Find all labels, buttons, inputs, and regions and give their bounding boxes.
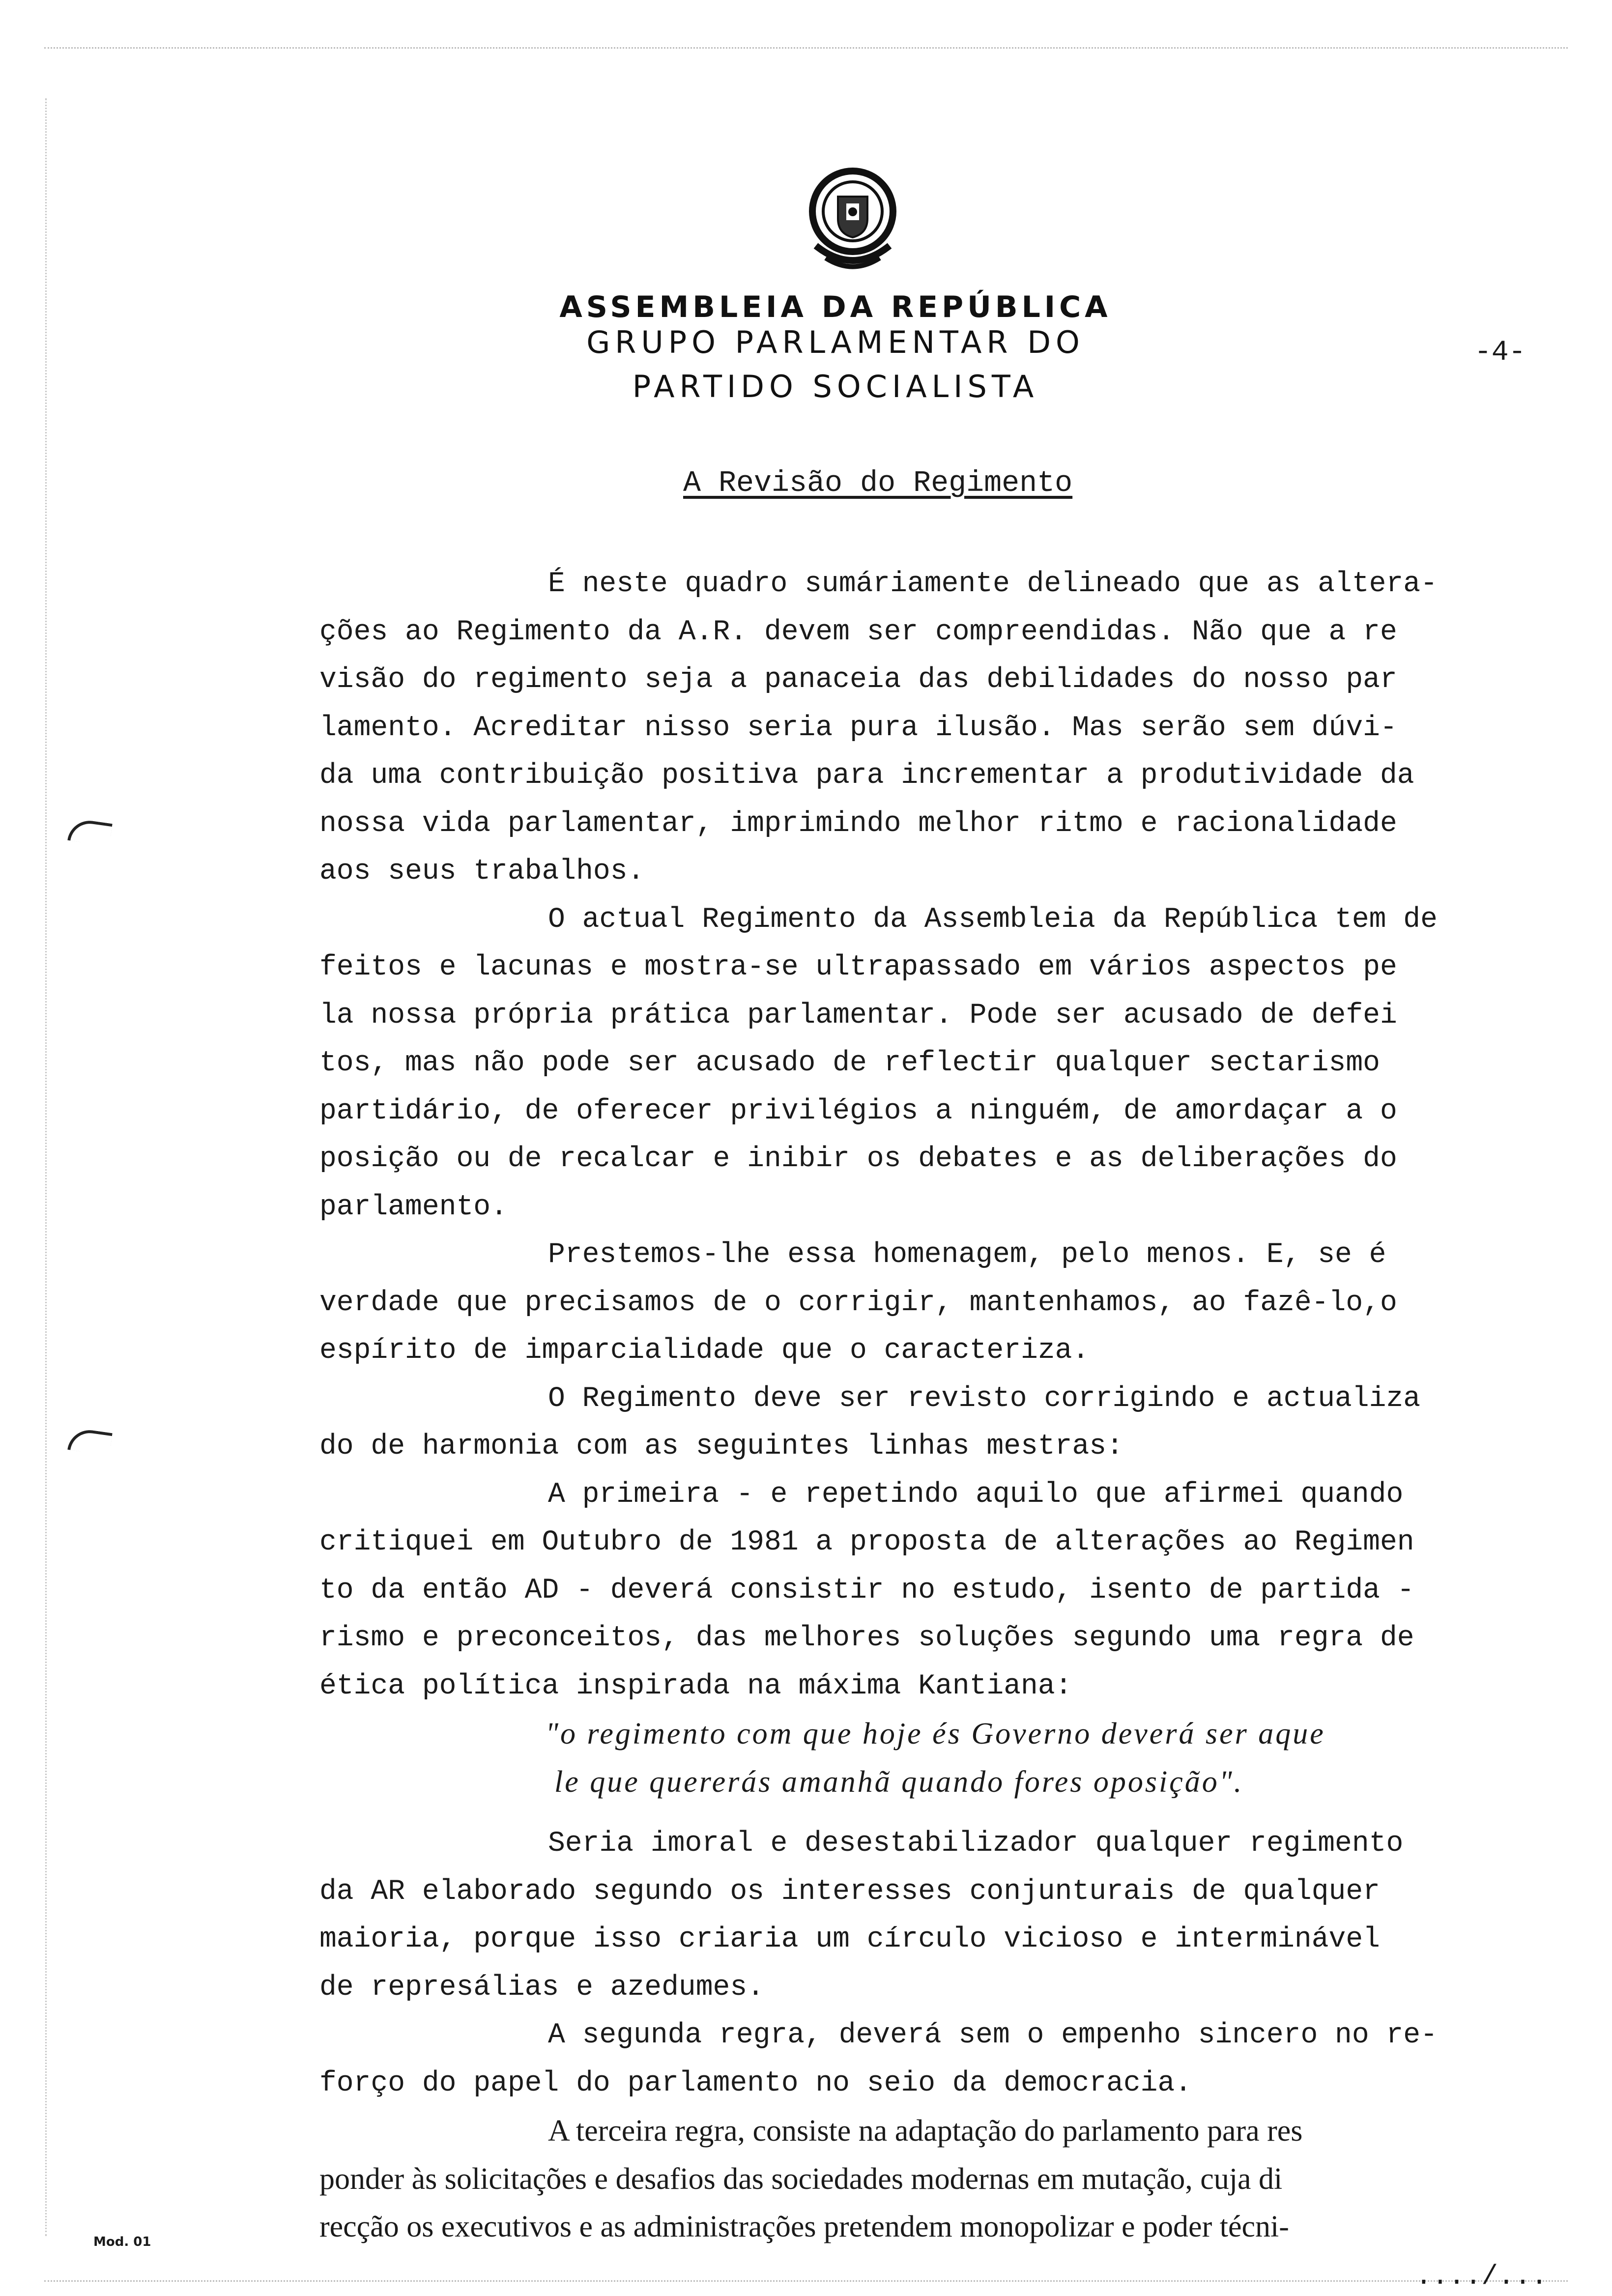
text-line: É neste quadro sumáriamente delineado que as altera- bbox=[548, 568, 1438, 600]
text-line: Seria imoral e desestabilizador qualquer regimento bbox=[548, 1828, 1404, 1860]
text-line: da uma contribuição positiva para incrementar a produtividade da bbox=[319, 760, 1414, 792]
page-number: -4- bbox=[1474, 337, 1526, 369]
text-line: visão do regimento seja a panaceia das debilidades do nosso par bbox=[319, 664, 1397, 696]
scan-edge-bottom bbox=[44, 2280, 1568, 2282]
text-line: tos, mas não pode ser acusado de reflectir qualquer sectarismo bbox=[319, 1047, 1380, 1079]
text-line: critiquei em Outubro de 1981 a proposta de alterações ao Regimen bbox=[319, 1526, 1414, 1558]
text-line: A terceira regra, consiste na adaptação do parlamento para res bbox=[548, 2114, 1303, 2148]
punch-hole-mark bbox=[67, 818, 113, 846]
body-text bbox=[319, 560, 1538, 2251]
continuation-mark: ..../... bbox=[1415, 2261, 1548, 2292]
text-line: rismo e preconceitos, das melhores soluções segundo uma regra de bbox=[319, 1622, 1414, 1654]
text-line: O Regimento deve ser revisto corrigindo e actualiza bbox=[548, 1382, 1421, 1415]
coat-of-arms-icon bbox=[796, 162, 909, 275]
scan-edge-top bbox=[44, 47, 1568, 49]
scan-edge-left bbox=[45, 98, 47, 2236]
text-line: A segunda regra, deverá sem o empenho sincero no re- bbox=[548, 2019, 1438, 2051]
text-line: ções ao Regimento da A.R. devem ser compreendidas. Não que a re bbox=[319, 616, 1397, 648]
text-line: A primeira - e repetindo aquilo que afirmei quando bbox=[548, 1478, 1404, 1511]
text-line: lamento. Acreditar nisso seria pura ilusão. Mas serão sem dúvi- bbox=[319, 712, 1397, 744]
text-line: nossa vida parlamentar, imprimindo melhor ritmo e racionalidade bbox=[319, 807, 1397, 840]
text-line: de represálias e azedumes. bbox=[319, 1971, 764, 2004]
text-line: Prestemos-lhe essa homenagem, pelo menos. E, se é bbox=[548, 1239, 1386, 1271]
text-line: posição ou de recalcar e inibir os debates e as deliberações do bbox=[319, 1143, 1397, 1175]
section-title: A Revisão do Regimento bbox=[683, 467, 1073, 500]
text-line: forço do papel do parlamento no seio da democracia. bbox=[319, 2067, 1192, 2099]
text-line: do de harmonia com as seguintes linhas mestras: bbox=[319, 1431, 1123, 1463]
header-line-1: ASSEMBLEIA DA REPÚBLICA bbox=[559, 290, 1112, 324]
quote-line: le que quererás amanhã quando fores oposição". bbox=[554, 1765, 1244, 1799]
text-line: verdade que precisamos de o corrigir, mantenhamos, ao fazê-lo,o bbox=[319, 1287, 1397, 1319]
text-line: parlamento. bbox=[319, 1191, 508, 1223]
text-line: ponder às solicitações e desafios das sociedades modernas em mutação, cuja di bbox=[319, 2162, 1283, 2196]
text-line: to da então AD - deverá consistir no estudo, isento de partida - bbox=[319, 1574, 1414, 1607]
header-line-2: GRUPO PARLAMENTAR DO bbox=[586, 324, 1085, 360]
text-line: recção os executivos e as administrações pretendem monopolizar e poder técni- bbox=[319, 2210, 1289, 2243]
text-line: aos seus trabalhos. bbox=[319, 856, 645, 888]
text-line: la nossa própria prática parlamentar. Pode ser acusado de defei bbox=[319, 999, 1397, 1032]
header-line-3: PARTIDO SOCIALISTA bbox=[632, 369, 1039, 404]
text-line: da AR elaborado segundo os interesses conjunturais de qualquer bbox=[319, 1875, 1380, 1908]
text-line: espírito de imparcialidade que o caracteriza. bbox=[319, 1335, 1090, 1367]
text-line: partidário, de oferecer privilégios a ninguém, de amordaçar a o bbox=[319, 1095, 1397, 1127]
text-line: O actual Regimento da Assembleia da República tem de bbox=[548, 903, 1438, 936]
form-code: Mod. 01 bbox=[93, 2235, 151, 2249]
text-line: feitos e lacunas e mostra-se ultrapassado em vários aspectos pe bbox=[319, 951, 1397, 983]
text-line: ética política inspirada na máxima Kantiana: bbox=[319, 1670, 1072, 1702]
text-line: maioria, porque isso criaria um círculo vicioso e interminável bbox=[319, 1923, 1380, 1955]
punch-hole-mark bbox=[67, 1427, 113, 1456]
quote-line: "o regimento com que hoje és Governo deverá ser aque bbox=[546, 1717, 1325, 1751]
